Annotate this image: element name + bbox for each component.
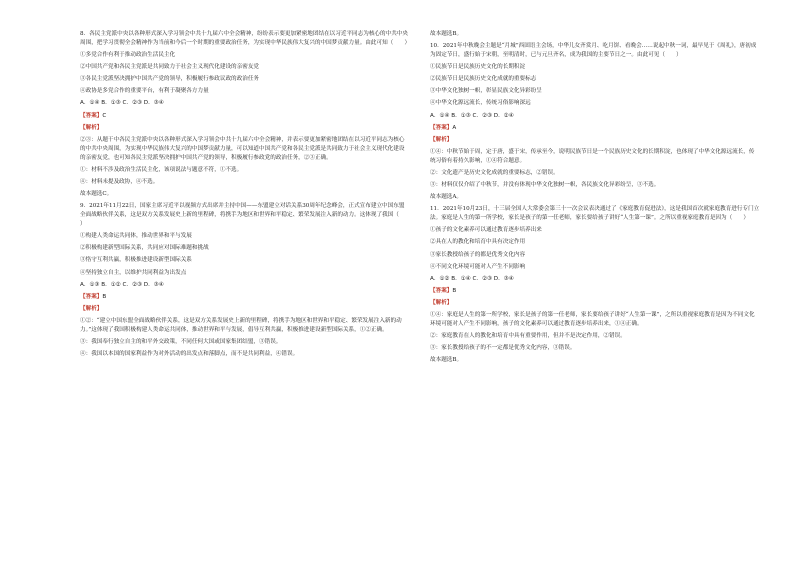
q9-option-2: ②积极构建新型国际关系，共同应对国际难题和挑战: [80, 245, 209, 252]
q10-analysis-2: ②：文化遗产是历史文化成就的重要标志，②错误。: [430, 169, 559, 176]
q11-option-4: ④不同文化环境可能对人产生不同影响: [430, 263, 526, 270]
answer-label: 【答案】: [430, 124, 453, 131]
q9-analysis-1: ①②：“建立中国东盟全面战略伙伴关系，这是双方关系发展史上新的里程碑，将携手为地区和世界和平稳定、繁荣发展注入新的动力。”这体现了我国积极构建人类命运共同体，推动世界和平与发展，倡导互利共赢，积极推进建设新型国际关系，①②正确。: [80, 317, 402, 333]
q8-answer: C: [102, 112, 107, 119]
q8-conclusion: 故本题选C。: [80, 191, 113, 198]
q8-option-2: ②中国共产党和各民主党派是共同致力于社会主义现代化建设的亲密友党: [80, 64, 260, 71]
question-10-stem: 10．2021年中秋晚会主题是“月城”西固语主会场，中华儿女齐赏月、吃月饼、看晚会……说起中秋一词，最早见于《周礼》，唐初成为固定节日，盛行始于宋朝，至明清时，已与元旦齐名，成为我国的主要节日之一。由此可见（ ）: [430, 43, 757, 59]
answer-label: 【答案】: [80, 293, 103, 300]
q8-analysis-3: ④：材料未提及政协，④不选。: [80, 178, 159, 185]
q9-choices: A．①③ B．①② C．②③ D．③④: [80, 281, 164, 288]
q11-analysis-label-line: [430, 299, 760, 308]
q10-analysis-label-line: [430, 136, 760, 145]
q10-option-2: ②民族节日是民族历史文化成就的重要标志: [430, 76, 537, 83]
q10-option-1: ①民族节日是民族历史文化的长期积淀: [430, 64, 526, 71]
q10-option-3: ③中华文化独树一帜，彰显民族文化异彩纷呈: [430, 88, 542, 95]
q11-option-3: ③家长教授给孩子的都是优秀文化内容: [430, 251, 526, 258]
analysis-label: 【解析】: [430, 136, 453, 143]
q9-option-4: ④坚持独立自主，以维护共同利益为出发点: [80, 269, 187, 276]
q8-option-4: ④政协是多党合作的重要平台，有利于凝聚各方力量: [80, 88, 209, 95]
q10-answer: A: [452, 124, 457, 131]
q8-analysis-label-line: [80, 124, 410, 133]
analysis-label: 【解析】: [80, 124, 103, 131]
q9-option-3: ③恪守互利共赢，积极推进建设新型国际关系: [80, 257, 192, 264]
q8-choices: A．①④ B．①③ C．②③ D．③④: [80, 100, 164, 107]
q8-option-1: ①多党合作有利于推动政治生活民主化: [80, 52, 176, 59]
q8-answer-line: [80, 112, 410, 121]
question-11-stem: 11．2021年10月23日，十三届全国人大常委会第三十一次会议表决通过了《家庭教育促进法》，这是我国首次就家庭教育进行专门立法。家庭是人生的第一所学校，家长是孩子的第一任老师，家长要给孩子讲好“人生第一课”。之所以重视家庭教育是因为（ ）: [430, 206, 760, 222]
q11-analysis-3: ③：家长教授给孩子的不一定都是优秀文化内容，③错误。: [430, 345, 576, 352]
q10-conclusion: 故本题选A。: [430, 194, 463, 201]
q9-analysis-3: ④：我国以本国的国家利益作为对外活动的出发点和落脚点，而不是共同利益，④错误。: [80, 351, 299, 358]
question-8-stem: 8．各民主党派中央以各种形式深入学习领会中共十九届六中全会精神，纷纷表示要更加紧密地团结在以习近平同志为核心的中共中央周围，把学习贯彻全会精神作为当前和今后一个时期的重要政治任务，为实现中华民族伟大复兴的中国梦贡献力量。由此可知（ ）: [80, 31, 411, 46]
q9-analysis-label-line: [80, 305, 410, 314]
q11-answer: B: [452, 287, 457, 294]
q9-option-1: ①构建人类命运共同体，推动世界和平与发展: [80, 233, 192, 240]
q10-option-4: ④中华文化源远流长，传统习俗影响深远: [430, 100, 531, 107]
q10-choices: A．①④ B．①③ C．②③ D．②④: [430, 112, 514, 119]
q10-analysis-3: ③：材料仅仅介绍了中秋节，并没有体现中华文化独树一帜，各民族文化异彩纷呈，③不选。: [430, 182, 660, 189]
q11-option-2: ②具在人的教化和培育中具有决定作用: [430, 239, 526, 246]
answer-label: 【答案】: [80, 112, 103, 119]
q8-analysis-2: ①：材料不涉及政治生活民主化，该项说法与题意不符，①不选。: [80, 166, 243, 173]
q11-conclusion: 故本题选B。: [430, 357, 463, 364]
q11-answer-line: [430, 287, 760, 296]
q10-answer-line: [430, 124, 760, 133]
q10-analysis-1: ①④：中秋节始于周，定于唐，盛于宋，传承至今，说明民族节日是一个民族历史文化的长期积淀，也体现了中华文化源远流长，传统习俗有着持久影响，①④符合题意。: [430, 148, 755, 164]
analysis-label: 【解析】: [430, 299, 453, 306]
question-9-stem: 9．2021年11月22日，国家主席习近平以视频方式出席并主持中国——东盟建立对话关系30周年纪念峰会，正式宣布建立中国东盟全面战略伙伴关系，这是双方关系发展史上新的里程碑，将携手为地区和世界和平稳定、繁荣发展注入新的动力。这体现了我国（ ）: [80, 203, 411, 228]
q8-option-3: ③各民主党派坚决拥护中国共产党的领导，积极履行参政议政的政治任务: [80, 76, 260, 83]
answer-label: 【答案】: [430, 287, 453, 294]
q9-analysis-2: ③：我国奉行独立自主的和平外交政策，不同任何大国或国家集团结盟，③错误。: [80, 338, 282, 345]
q11-option-1: ①孩子的文化素养可以通过教育逐步培养出来: [430, 227, 542, 234]
q8-analysis-1: ②③：从题干中各民主党派中央以各种形式深入学习领会中共十九届六中全会精神，并表示要更加紧密地团结在以习近平同志为核心的中共中央周围，为实现中华民族伟大复兴的中国梦贡献力量，可以知道中国共产党和各民主党派是共同致力于社会主义现代化建设的亲密友党，也可知各民主党派坚决拥护中国共产党的领导，积极履行参政党的政治任务，②③正确。: [80, 136, 405, 161]
right-column: [430, 30, 760, 368]
q9-conclusion: 故本题选B。: [430, 31, 463, 37]
q11-analysis-1: ①④：家庭是人生的第一所学校，家长是孩子的第一任老师，家长要给孩子讲好“人生第一课”，之所以重视家庭教育是因为不同文化环境可能对人产生不同影响，孩子的文化素养可以通过教育逐步培养出来，①④正确。: [430, 311, 755, 327]
q11-choices: A．①② B．①④ C．②③ D．③④: [430, 275, 514, 282]
left-column: [80, 30, 410, 362]
q11-analysis-2: ②：家庭教育在人的教化和培育中具有重要作用，但并不是决定作用，②错误。: [430, 333, 626, 340]
analysis-label: 【解析】: [80, 305, 103, 312]
q9-answer-line: [80, 293, 410, 302]
q9-answer: B: [102, 293, 107, 300]
